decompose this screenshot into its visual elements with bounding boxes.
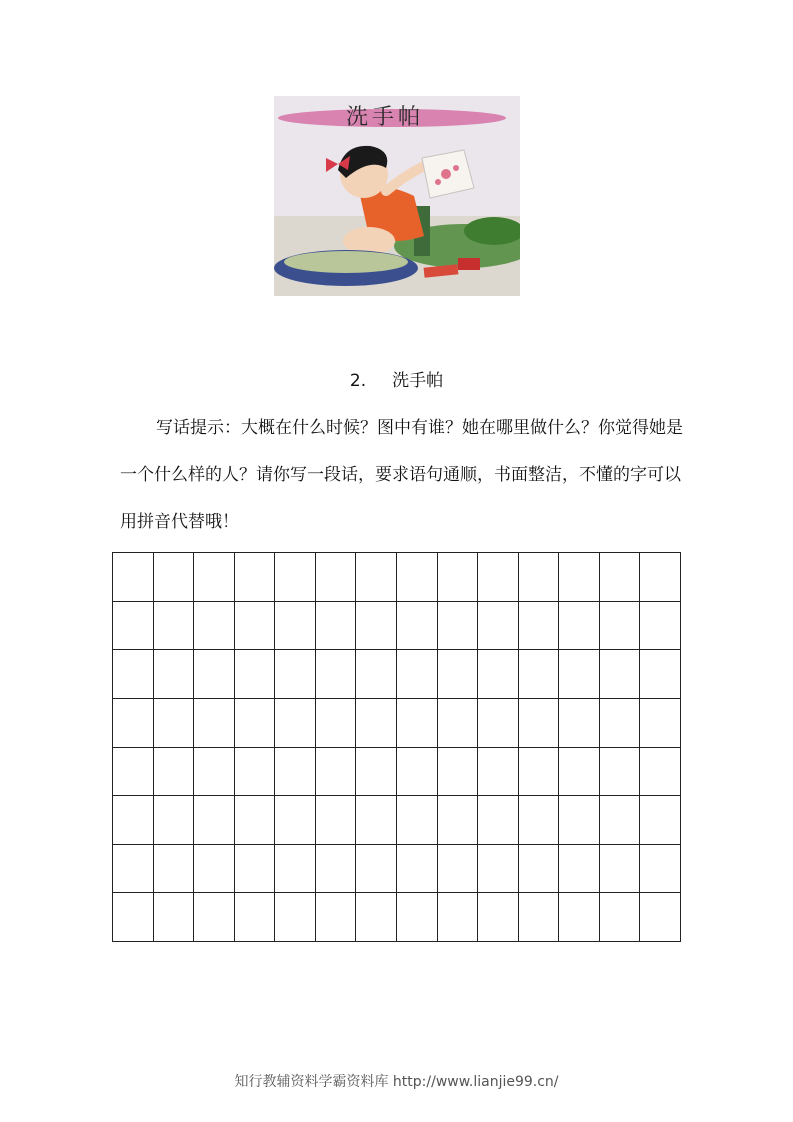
grid-cell[interactable] bbox=[559, 893, 600, 942]
grid-cell[interactable] bbox=[599, 553, 640, 602]
grid-cell[interactable] bbox=[559, 844, 600, 893]
grid-row bbox=[113, 893, 681, 942]
grid-cell[interactable] bbox=[113, 650, 154, 699]
grid-cell[interactable] bbox=[194, 844, 235, 893]
grid-cell[interactable] bbox=[396, 844, 437, 893]
grid-row bbox=[113, 747, 681, 796]
writing-grid bbox=[112, 552, 681, 942]
grid-cell[interactable] bbox=[153, 553, 194, 602]
grid-cell[interactable] bbox=[234, 893, 275, 942]
section-number: 2. bbox=[349, 371, 367, 391]
grid-cell[interactable] bbox=[194, 601, 235, 650]
grid-cell[interactable] bbox=[478, 698, 519, 747]
grid-cell[interactable] bbox=[396, 893, 437, 942]
writing-prompt: 写话提示：大概在什么时候？图中有谁？她在哪里做什么？你觉得她是一个什么样的人？请你写一段话，要求语句通顺，书面整洁，不懂的字可以用拼音代替哦！ bbox=[120, 418, 683, 532]
grid-cell[interactable] bbox=[599, 747, 640, 796]
grid-cell[interactable] bbox=[640, 601, 681, 650]
grid-cell[interactable] bbox=[275, 747, 316, 796]
grid-row bbox=[113, 796, 681, 845]
grid-cell[interactable] bbox=[356, 553, 397, 602]
grid-cell[interactable] bbox=[194, 893, 235, 942]
grid-cell[interactable] bbox=[275, 844, 316, 893]
grid-cell[interactable] bbox=[599, 844, 640, 893]
grid-cell[interactable] bbox=[356, 650, 397, 699]
grid-cell[interactable] bbox=[275, 893, 316, 942]
grid-cell[interactable] bbox=[194, 747, 235, 796]
grid-cell[interactable] bbox=[356, 698, 397, 747]
grid-cell[interactable] bbox=[396, 601, 437, 650]
grid-cell[interactable] bbox=[275, 698, 316, 747]
grid-cell[interactable] bbox=[275, 650, 316, 699]
grid-cell[interactable] bbox=[194, 796, 235, 845]
illustration-image bbox=[274, 96, 520, 296]
grid-cell[interactable] bbox=[113, 553, 154, 602]
grid-cell[interactable] bbox=[478, 553, 519, 602]
grid-cell[interactable] bbox=[599, 796, 640, 845]
grid-cell[interactable] bbox=[599, 650, 640, 699]
grid-cell[interactable] bbox=[437, 601, 478, 650]
grid-cell[interactable] bbox=[356, 893, 397, 942]
grid-cell[interactable] bbox=[315, 650, 356, 699]
grid-cell[interactable] bbox=[640, 844, 681, 893]
grid-cell[interactable] bbox=[153, 698, 194, 747]
grid-cell[interactable] bbox=[194, 553, 235, 602]
grid-cell[interactable] bbox=[275, 553, 316, 602]
grid-cell[interactable] bbox=[234, 601, 275, 650]
footer-source: 知行教辅资料学霸资料库 http://www.lianjie99.cn/ bbox=[234, 1074, 559, 1090]
grid-cell[interactable] bbox=[315, 698, 356, 747]
grid-cell[interactable] bbox=[559, 553, 600, 602]
grid-cell[interactable] bbox=[356, 747, 397, 796]
grid-cell[interactable] bbox=[478, 893, 519, 942]
grid-cell[interactable] bbox=[234, 650, 275, 699]
grid-cell[interactable] bbox=[478, 844, 519, 893]
grid-cell[interactable] bbox=[113, 698, 154, 747]
grid-cell[interactable] bbox=[153, 844, 194, 893]
section-heading bbox=[0, 366, 793, 391]
grid-cell[interactable] bbox=[234, 844, 275, 893]
grid-cell[interactable] bbox=[518, 553, 559, 602]
grid-cell[interactable] bbox=[640, 698, 681, 747]
grid-cell[interactable] bbox=[518, 893, 559, 942]
grid-cell[interactable] bbox=[640, 553, 681, 602]
grid-cell[interactable] bbox=[315, 601, 356, 650]
grid-cell[interactable] bbox=[478, 650, 519, 699]
grid-cell[interactable] bbox=[640, 650, 681, 699]
grid-cell[interactable] bbox=[234, 553, 275, 602]
grid-cell[interactable] bbox=[518, 650, 559, 699]
grid-cell[interactable] bbox=[234, 796, 275, 845]
grid-row bbox=[113, 650, 681, 699]
grid-row bbox=[113, 601, 681, 650]
grid-cell[interactable] bbox=[437, 893, 478, 942]
illustration-title: 洗手帕 bbox=[346, 105, 425, 130]
grid-cell[interactable] bbox=[315, 553, 356, 602]
grid-cell[interactable] bbox=[396, 747, 437, 796]
grid-cell[interactable] bbox=[599, 893, 640, 942]
grid-cell[interactable] bbox=[275, 601, 316, 650]
grid-cell[interactable] bbox=[275, 796, 316, 845]
grid-cell[interactable] bbox=[478, 796, 519, 845]
grid-cell[interactable] bbox=[478, 601, 519, 650]
grid-cell[interactable] bbox=[437, 844, 478, 893]
grid-cell[interactable] bbox=[518, 747, 559, 796]
grid-cell[interactable] bbox=[559, 796, 600, 845]
grid-cell[interactable] bbox=[437, 650, 478, 699]
grid-cell[interactable] bbox=[559, 698, 600, 747]
grid-cell[interactable] bbox=[518, 796, 559, 845]
grid-cell[interactable] bbox=[356, 796, 397, 845]
grid-row bbox=[113, 844, 681, 893]
grid-cell[interactable] bbox=[559, 650, 600, 699]
grid-cell[interactable] bbox=[153, 747, 194, 796]
grid-cell[interactable] bbox=[315, 844, 356, 893]
grid-cell[interactable] bbox=[194, 650, 235, 699]
grid-cell[interactable] bbox=[437, 796, 478, 845]
grid-cell[interactable] bbox=[599, 601, 640, 650]
grid-cell[interactable] bbox=[153, 650, 194, 699]
grid-row bbox=[113, 553, 681, 602]
grid-cell[interactable] bbox=[396, 796, 437, 845]
grid-cell[interactable] bbox=[194, 698, 235, 747]
grid-cell[interactable] bbox=[518, 844, 559, 893]
grid-cell[interactable] bbox=[113, 893, 154, 942]
grid-cell[interactable] bbox=[113, 796, 154, 845]
grid-cell[interactable] bbox=[396, 698, 437, 747]
grid-cell[interactable] bbox=[153, 893, 194, 942]
grid-cell[interactable] bbox=[437, 553, 478, 602]
grid-cell[interactable] bbox=[356, 844, 397, 893]
grid-cell[interactable] bbox=[315, 796, 356, 845]
grid-cell[interactable] bbox=[559, 747, 600, 796]
grid-cell[interactable] bbox=[356, 601, 397, 650]
grid-cell[interactable] bbox=[396, 553, 437, 602]
grid-cell[interactable] bbox=[153, 601, 194, 650]
grid-cell[interactable] bbox=[315, 893, 356, 942]
grid-cell[interactable] bbox=[315, 747, 356, 796]
section-title: 洗手帕 bbox=[392, 371, 444, 391]
grid-cell[interactable] bbox=[113, 601, 154, 650]
grid-cell[interactable] bbox=[599, 698, 640, 747]
grid-row bbox=[113, 698, 681, 747]
grid-cell[interactable] bbox=[234, 698, 275, 747]
grid-cell[interactable] bbox=[518, 601, 559, 650]
grid-cell[interactable] bbox=[396, 650, 437, 699]
grid-cell[interactable] bbox=[437, 698, 478, 747]
grid-cell[interactable] bbox=[478, 747, 519, 796]
grid-cell[interactable] bbox=[234, 747, 275, 796]
grid-cell[interactable] bbox=[559, 601, 600, 650]
grid-cell[interactable] bbox=[518, 698, 559, 747]
grid-cell[interactable] bbox=[153, 796, 194, 845]
grid-cell[interactable] bbox=[640, 796, 681, 845]
grid-cell[interactable] bbox=[437, 747, 478, 796]
grid-cell[interactable] bbox=[640, 893, 681, 942]
grid-cell[interactable] bbox=[113, 747, 154, 796]
grid-cell[interactable] bbox=[640, 747, 681, 796]
grid-cell[interactable] bbox=[113, 844, 154, 893]
